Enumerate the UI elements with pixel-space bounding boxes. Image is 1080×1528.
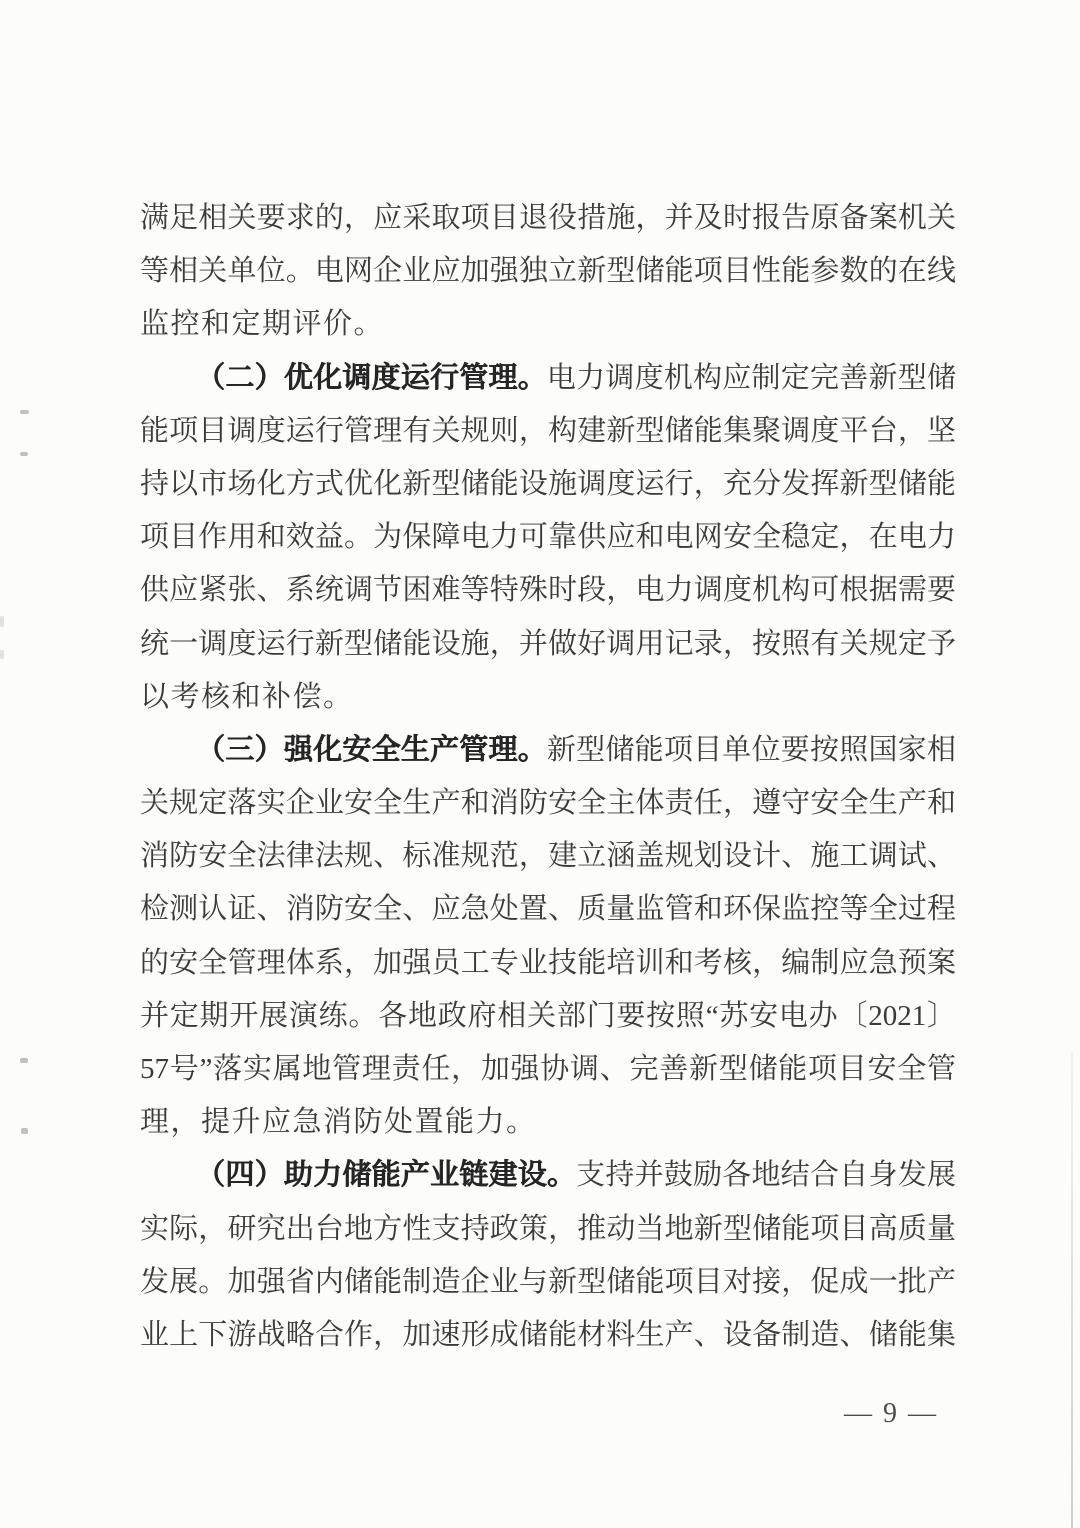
text-line	[140, 830, 956, 883]
text-line	[140, 777, 956, 830]
body-text: 供应紧张、系统调节困难等特殊时段，电力调度机构可根据需要	[140, 574, 956, 607]
scan-speck	[20, 410, 29, 414]
body-text: 满足相关要求的，应采取项目退役措施，并及时报告原备案机关	[140, 202, 956, 234]
body-text: 57号”落实属地管理责任，加强协调、完善新型储能项目安全管	[140, 1053, 956, 1085]
scan-speck	[20, 1058, 28, 1063]
body-text: 检测认证、消防安全、应急处置、质量监管和环保监控等全过程	[140, 893, 956, 926]
text-line	[140, 352, 956, 405]
text-line	[140, 564, 956, 617]
body-text: 统一调度运行新型储能设施，并做好调用记录，按照有关规定予	[140, 627, 956, 660]
body-text: 支持并鼓励各地结合自身发展	[576, 1159, 956, 1192]
body-text: 发展。加强省内储能制造企业与新型储能项目对接，促成一批产	[140, 1265, 956, 1298]
text-line	[140, 671, 956, 724]
body-text: 业上下游战略合作，加速形成储能材料生产、设备制造、储能集	[140, 1318, 956, 1351]
page-number: — 9 —	[844, 1398, 938, 1429]
text-line	[140, 405, 956, 458]
body-text: 关规定落实企业安全生产和消防安全主体责任，遵守安全生产和	[140, 787, 956, 820]
body-text: 能项目调度运行管理有关规则，构建新型储能集聚调度平台，坚	[140, 414, 956, 447]
text-line	[140, 1149, 956, 1202]
text-line	[140, 511, 956, 564]
text-line	[140, 1096, 956, 1149]
body-text: 持以市场化方式优化新型储能设施调度运行，充分发挥新型储能	[140, 467, 956, 500]
body-text: 新型储能项目单位要按照国家相	[546, 733, 956, 766]
text-line	[140, 1203, 956, 1256]
text-line	[140, 1043, 956, 1096]
body-text: 消防安全法律法规、标准规范，建立涵盖规划设计、施工调试、	[140, 840, 956, 873]
text-line	[140, 618, 956, 671]
body-text: 监控和定期评价。	[140, 308, 385, 341]
scan-speck	[21, 1128, 28, 1134]
scan-speck	[0, 616, 4, 627]
text-line	[140, 724, 956, 777]
body-text: 实际，研究出台地方性支持政策，推动当地新型储能项目高质量	[140, 1212, 956, 1245]
text-line	[140, 883, 956, 936]
body-text: 电力调度机构应制定完善新型储	[546, 361, 956, 394]
body-text: 项目作用和效益。为保障电力可靠供应和电网安全稳定，在电力	[140, 521, 956, 554]
section-heading: （二）优化调度运行管理。	[196, 361, 547, 394]
body-text: 并定期开展演练。各地政府相关部门要按照“苏安电办〔2021〕	[140, 999, 956, 1032]
text-line	[140, 937, 956, 990]
body-text: 等相关单位。电网企业应加强独立新型储能项目性能参数的在线	[140, 255, 956, 288]
text-line	[140, 458, 956, 511]
text-line	[140, 990, 956, 1043]
section-heading: （三）强化安全生产管理。	[196, 733, 547, 766]
scan-speck	[0, 650, 4, 659]
body-text: 以考核和补偿。	[140, 680, 354, 713]
scan-speck	[20, 452, 28, 456]
page-edge-line	[1071, 1052, 1073, 1528]
body-text: 理，提升应急消防处置能力。	[140, 1106, 537, 1139]
text-block	[140, 192, 956, 1362]
text-line	[140, 1256, 956, 1309]
section-heading: （四）助力储能产业链建设。	[196, 1159, 577, 1192]
text-line	[140, 192, 956, 245]
text-line	[140, 1309, 956, 1362]
text-line	[140, 298, 956, 351]
text-line	[140, 245, 956, 298]
body-text: 的安全管理体系，加强员工专业技能培训和考核，编制应急预案	[140, 946, 956, 979]
